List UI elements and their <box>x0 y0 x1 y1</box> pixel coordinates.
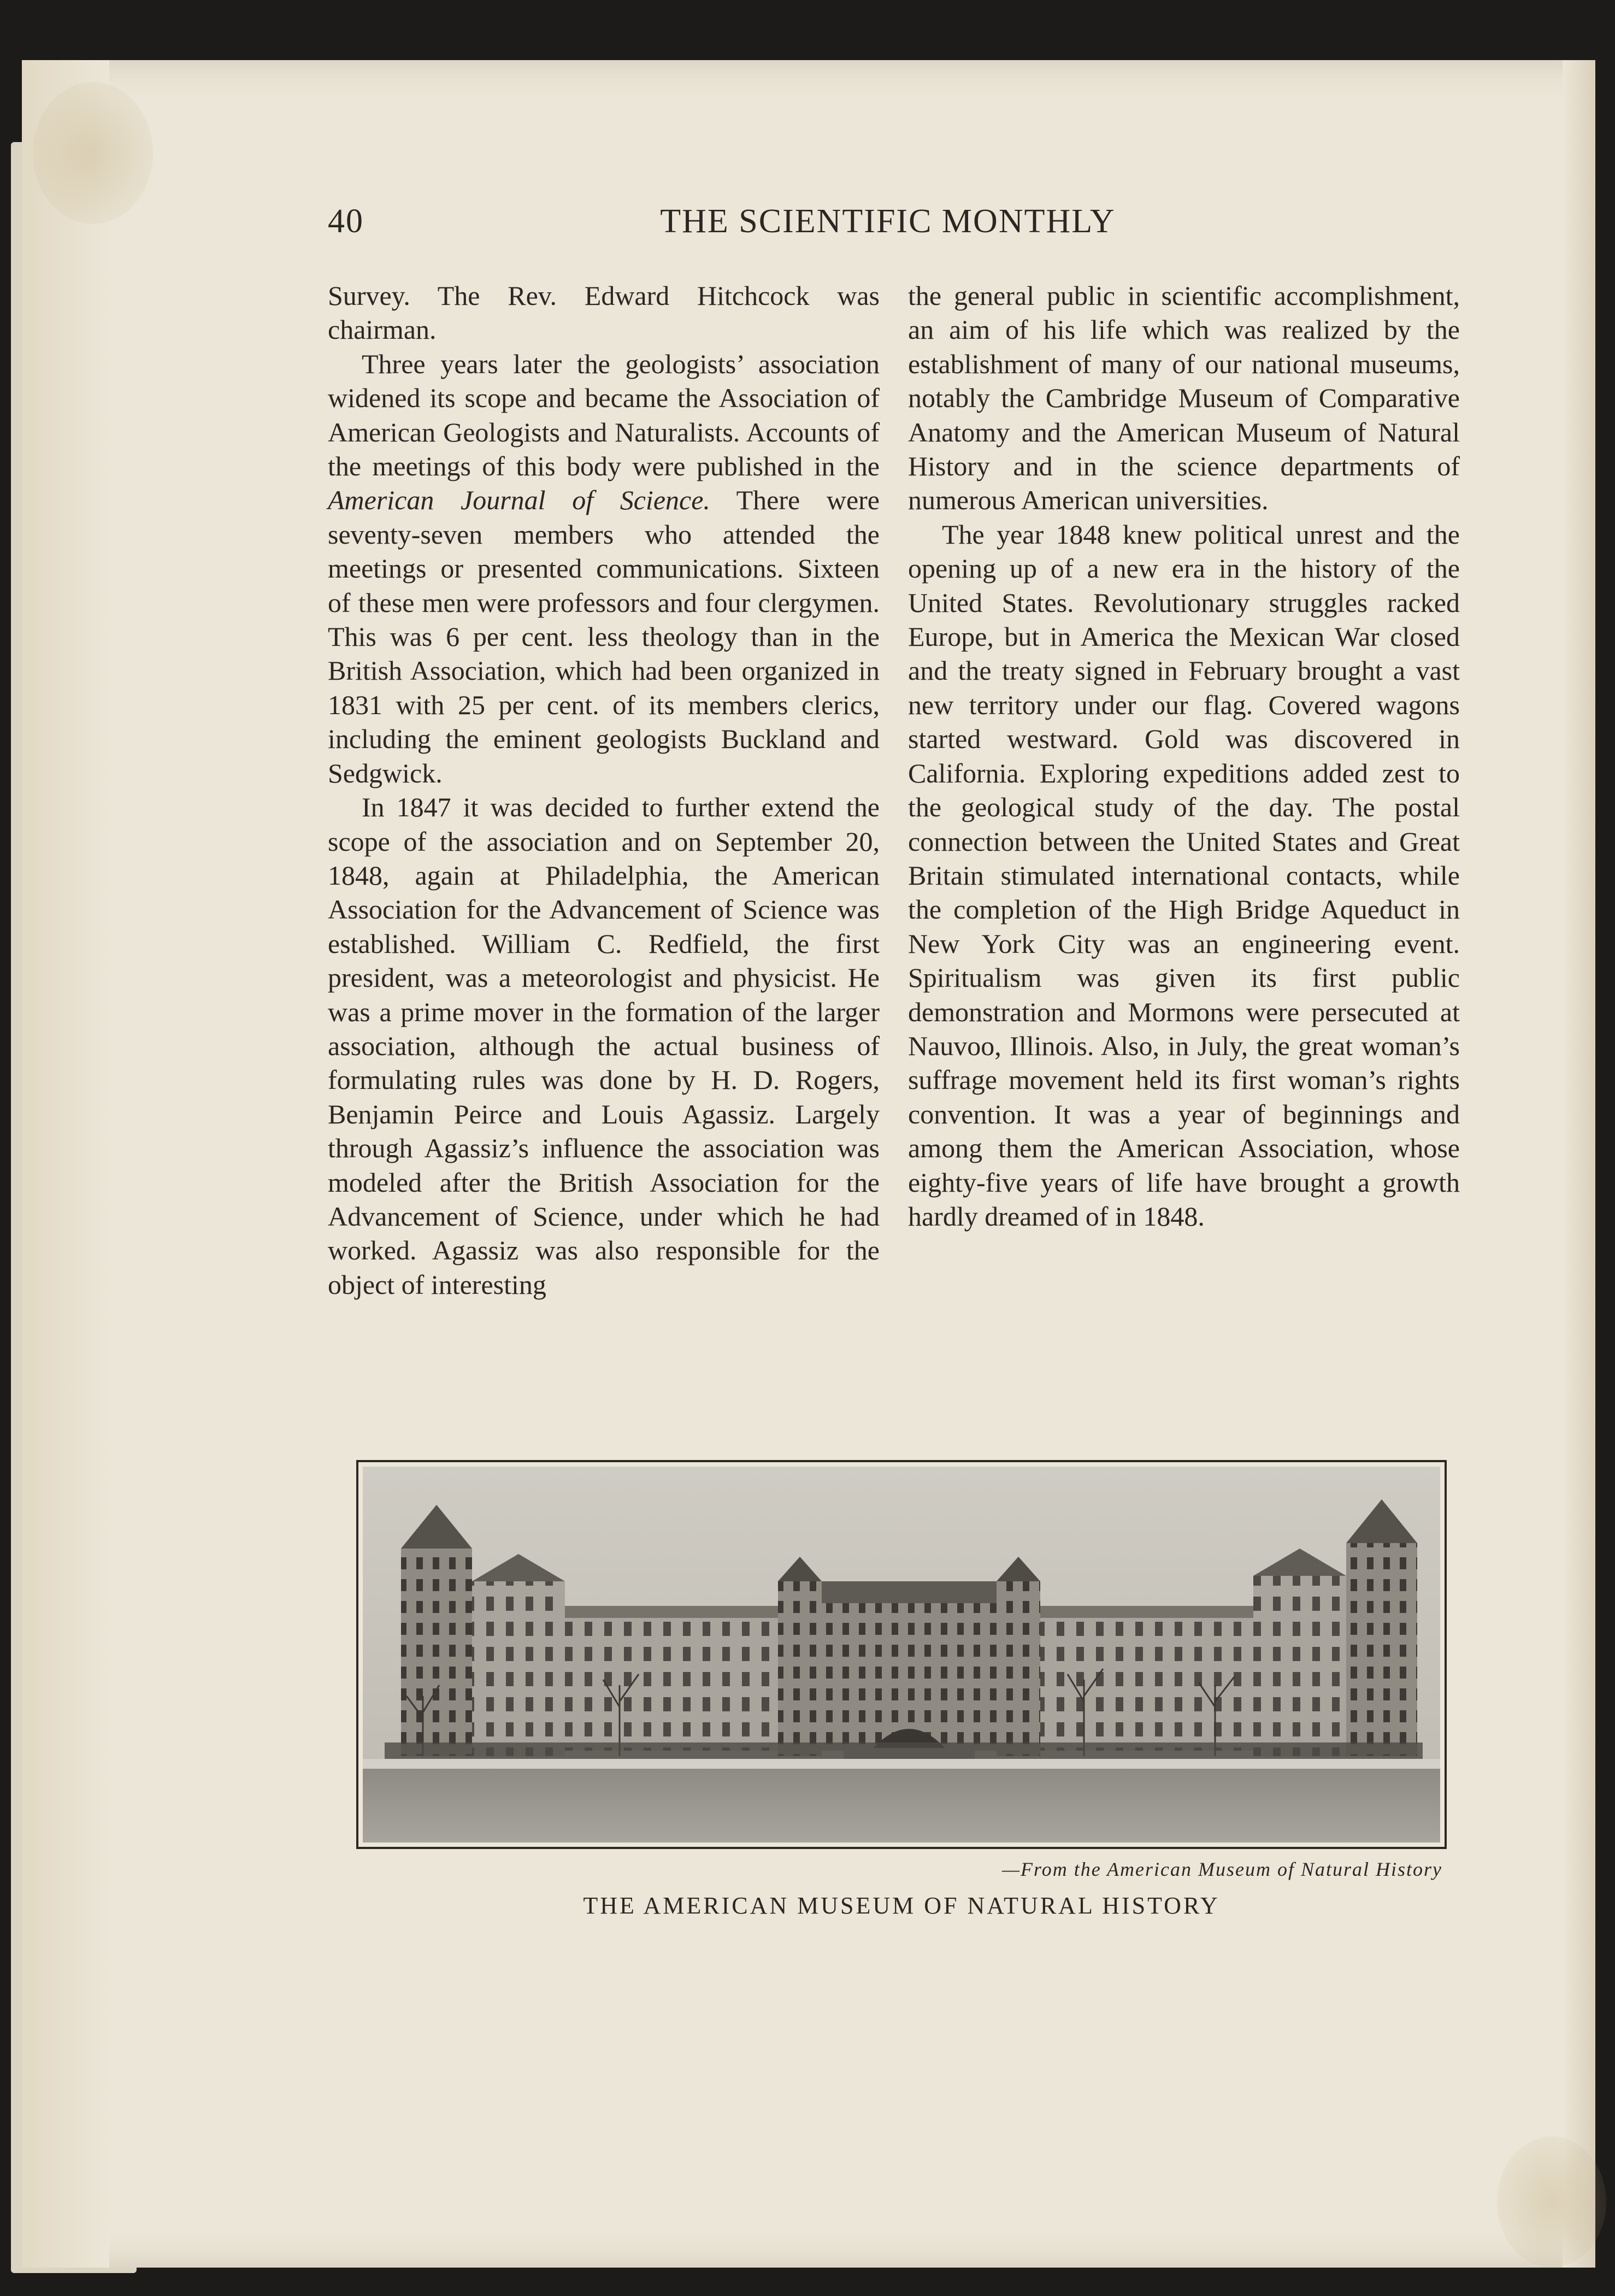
page-left-shadow <box>22 60 109 2268</box>
paragraph: the general public in scientific accomplishment, an aim of his life which was realized by the establishment of many of our national museums, notably the Cambridge Museum of Comparative Anatomy and the American Museum of Natural History and in the science departments of numerous American universities. <box>908 280 1460 516</box>
left-text-column <box>328 279 880 1302</box>
running-title: THE SCIENTIFIC MONTHLY <box>660 203 1116 240</box>
figure-caption: THE AMERICAN MUSEUM OF NATURAL HISTORY <box>583 1892 1220 1919</box>
journal-name-italic: American Journal of Science. <box>328 485 710 516</box>
museum-building-image <box>363 1467 1440 1842</box>
page-header <box>328 202 1448 251</box>
paragraph: The year 1848 knew political unrest and the opening up of a new era in the history of the United States. Revolutionary struggles racked Europe, but in America the Mexican War closed and the treaty signed in February brought a vast new territory under our flag. Covered wagons started westward. Gold was discovered in California. Exploring expeditions added zest to the geological study of the day. The postal connection between the United States and Great Britain stimulated international contacts, while the completion of the High Bridge Aqueduct in New York City was an engineering event. Spiritualism was given its first public demonstration and Mormons were persecuted at Nauvoo, Illinois. Also, in July, the great woman’s suffrage movement held its first woman’s rights convention. It was a year of beginnings and among them the American Association, whose eighty-five years of life have brought a growth hardly dreamed of in 1848. <box>908 519 1460 1232</box>
paragraph-text: Three years later the geologists’ association widened its scope and became the Association of American Geologists and Naturalists. Accounts of the meetings of this body were published in the <box>328 348 880 482</box>
page-right-shadow <box>1563 60 1595 2268</box>
paper-stain <box>33 82 153 224</box>
right-text-column <box>908 279 1460 1233</box>
paragraph: Survey. The Rev. Edward Hitchcock was chairman. <box>328 280 880 345</box>
museum-photograph <box>356 1460 1447 1849</box>
paper-stain <box>1497 2136 1606 2268</box>
paragraph-text: There were seventy-seven members who attended the meetings or presented communications. Sixteen of these men were professors and four clergymen. This was 6 per cent. less theology than in the British Association, which had been organized in 1831 with 25 per cent. of its members clerics, including the eminent geologists Buckland and Sedgwick. <box>328 485 880 788</box>
photo-credit: —From the American Museum of Natural History <box>1002 1858 1442 1880</box>
page-number: 40 <box>328 203 364 240</box>
paragraph <box>328 347 880 790</box>
paragraph: In 1847 it was decided to further extend the scope of the association and on September 20, 1848, again at Philadelphia, the American Association for the Advancement of Science was established. William C. Redfield, the first president, was a meteorologist and physicist. He was a prime mover in the formation of the larger association, although the actual business of formulating rules was done by H. D. Rogers, Benjamin Peirce and Louis Agassiz. Largely through Agassiz’s influence the association was modeled after the British Association for the Advancement of Science, under which he had worked. Agassiz was also responsible for the object of interesting <box>328 792 880 1300</box>
